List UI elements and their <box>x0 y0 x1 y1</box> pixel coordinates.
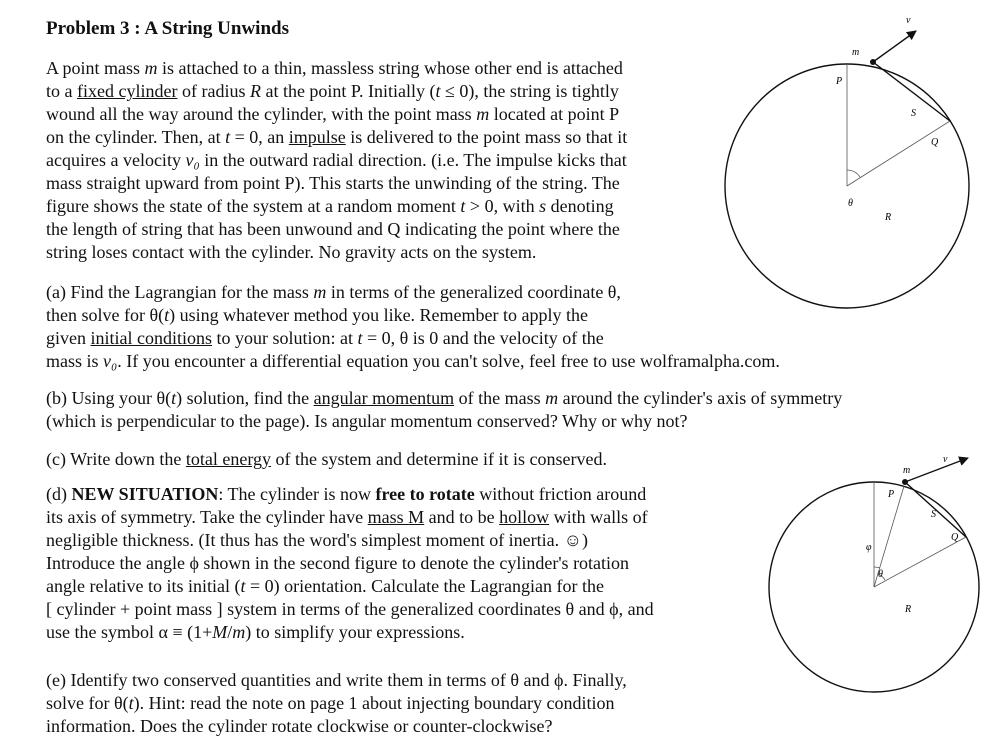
angular-momentum-link[interactable]: angular momentum <box>313 388 455 408</box>
part-a-line-2: then solve for θ(t) using whatever method you like. Remember to apply the <box>46 305 589 325</box>
label-m-2: m <box>903 465 911 476</box>
impulse-link[interactable]: impulse <box>288 127 346 147</box>
label-theta-2: θ <box>878 569 883 580</box>
initial-conditions-link[interactable]: initial conditions <box>90 328 212 348</box>
label-r-1: R <box>885 212 892 223</box>
intro-line-7: figure shows the state of the system at a random moment t > 0, with s denoting <box>46 196 614 216</box>
part-e-line-1: (e) Identify two conserved quantities and write them in terms of θ and ϕ. Finally, <box>46 670 627 690</box>
part-d-line-2: its axis of symmetry. Take the cylinder have mass M and to be hollow with walls of <box>46 507 648 527</box>
mass-m-link[interactable]: mass M <box>367 507 425 527</box>
label-p-2: P <box>888 489 895 500</box>
label-p-1: P <box>836 76 843 87</box>
intro-line-8: the length of string that has been unwound and Q indicating the point where the <box>46 219 620 239</box>
phi-arc-2 <box>874 567 880 568</box>
part-d-line-4: Introduce the angle ϕ shown in the second figure to denote the cylinder's rotation <box>46 553 630 573</box>
intro-line-2: to a fixed cylinder of radius R at the point P. Initially (t ≤ 0), the string is tightly <box>46 81 619 101</box>
label-m-1: m <box>852 47 860 58</box>
hollow-link[interactable]: hollow <box>499 507 550 527</box>
problem-title: Problem 3 : A String Unwinds <box>46 18 289 39</box>
intro-line-9: string loses contact with the cylinder. No gravity acts on the system. <box>46 242 537 262</box>
part-d-line-5: angle relative to its initial (t = 0) orientation. Calculate the Lagrangian for the <box>46 576 604 596</box>
part-d-line-6: [ cylinder + point mass ] system in terms of the generalized coordinates θ and ϕ, and <box>46 599 654 619</box>
intro-line-4: on the cylinder. Then, at t = 0, an impulse is delivered to the point mass so that it <box>46 127 628 147</box>
part-e-line-2: solve for θ(t). Hint: read the note on page 1 about injecting boundary condition <box>46 693 615 713</box>
point-mass-dot-2 <box>902 479 908 485</box>
label-s-1: S <box>911 108 916 119</box>
part-d-line-3: negligible thickness. (It thus has the word's simplest moment of inertia. ☺) <box>46 530 589 550</box>
label-r-2: R <box>905 604 912 615</box>
label-s-2: S <box>931 509 936 520</box>
part-d-line-7: use the symbol α ≡ (1+M/m) to simplify your expressions. <box>46 622 465 642</box>
intro-line-1: A point mass m is attached to a thin, massless string whose other end is attached <box>46 58 623 78</box>
label-theta-1: θ <box>848 198 853 209</box>
part-b-line-2: (which is perpendicular to the page). Is angular momentum conserved? Why or why not? <box>46 411 688 431</box>
part-e-line-3: information. Does the cylinder rotate clockwise or counter-clockwise? <box>46 716 553 736</box>
label-v-1: v <box>906 15 911 26</box>
part-a-line-4: mass is v₀. If you encounter a differential equation you can't solve, feel free to use wolframalpha.com. <box>46 351 780 371</box>
intro-line-6: mass straight upward from point P). This starts the unwinding of the string. The <box>46 173 620 193</box>
part-c-line-1: (c) Write down the total energy of the system and determine if it is conserved. <box>46 449 607 469</box>
intro-line-3: wound all the way around the cylinder, with the point mass m located at point P <box>46 104 620 124</box>
part-d-line-1: (d) NEW SITUATION: The cylinder is now free to rotate without friction around <box>46 484 647 504</box>
intro-line-5: acquires a velocity v₀ in the outward radial direction. (i.e. The impulse kicks that <box>46 150 627 170</box>
part-a-line-1: (a) Find the Lagrangian for the mass m in terms of the generalized coordinate θ, <box>46 282 621 302</box>
part-a-line-3: given initial conditions to your solution: at t = 0, θ is 0 and the velocity of the <box>46 328 604 348</box>
label-q-1: Q <box>931 137 939 148</box>
label-q-2: Q <box>951 532 959 543</box>
fixed-cylinder-link[interactable]: fixed cylinder <box>77 81 178 101</box>
label-v-2: v <box>943 454 948 465</box>
label-phi-2: φ <box>866 542 872 553</box>
part-b-line-1: (b) Using your θ(t) solution, find the angular momentum of the mass m around the cylinder's axis of symmetry <box>46 388 843 408</box>
radius-to-q-line-2 <box>874 537 966 587</box>
velocity-arrow-2 <box>905 458 968 482</box>
total-energy-link[interactable]: total energy <box>185 449 272 469</box>
